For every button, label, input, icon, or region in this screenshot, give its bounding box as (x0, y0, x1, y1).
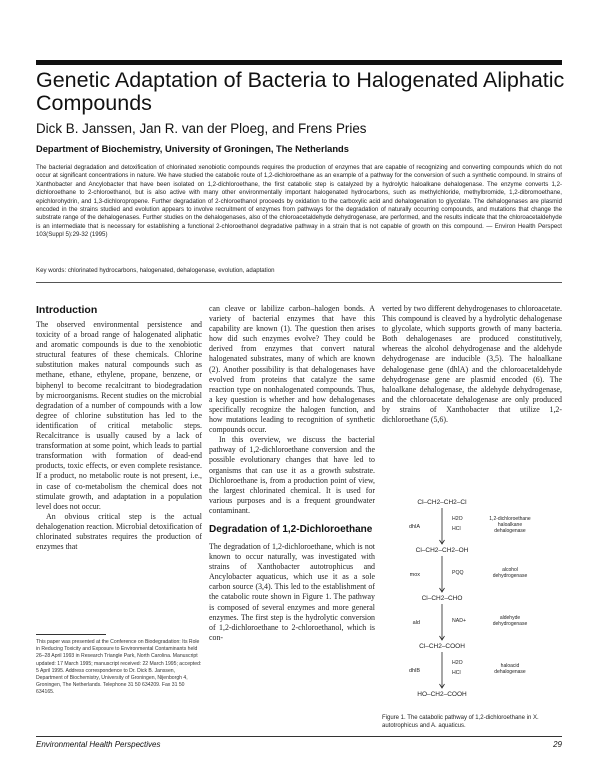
intro-paragraph-1: The observed environmental persistence and toxicity of a broad range of halogenated aliphatic and aromatic compounds is due to the xenobiotic structural features of these chemicals. Chlorine substitution makes natural compounds such as methane, ethane, ethylene, propane, benzene, or biphenyl to become recalcitrant to biodegradation by microorganisms. Recent studies on the microbial degradation of a number of compounds with a low degree of chlorine substitution has led to the identification of critical metabolic steps. Recalcitrance is usually caused by a lack of transformation at some point, which leads to partial transformation with formation of dead-end products, toxic effects, or even complete resistance. If a product, no metabolic route is not present, i.e., in case of co-metabolism the chemical does not stimulate growth, and adaptation in a population level does not occur. (36, 320, 202, 511)
figure-enzyme-label: 1,2-dichloroethane haloalkane dehalogenase (489, 516, 531, 534)
figure-compound: Cl–CH2–CHO (421, 595, 463, 602)
figure-gene-label: ald (412, 620, 420, 626)
figure-enzyme-label: aldehyde dehydrogenase (492, 615, 528, 627)
intro-paragraph-2: An obvious critical step is the actual dehalogenation reaction. Microbial detoxification of chlorinated substrates requires the production of enzymes that (36, 511, 202, 552)
figure-side-input: H2O (452, 660, 463, 666)
paper-authors: Dick B. Janssen, Jan R. van der Ploeg, and Frens Pries (36, 121, 367, 136)
intro-paragraph-4: In this overview, we discuss the bacterial pathway of 1,2-dichloroethane conversion and the possible evolutionary changes that have led to organisms that can use it as a growth substrate. Dichloroethane is, from a production point of view, the largest chlorinated chemical. It is used for various purposes and is a frequent groundwater contaminant. (209, 435, 375, 515)
degradation-paragraph-2: verted by two different dehydrogenases to chloroacetate. This compound is cleaved by a hydrolytic dehalogenase to glycolate, which supports growth of many bacteria. Both dehalogenases are produced constitutively, whereas the alcohol dehydrogenase and the aldehyde dehydrogenase are inducible (3,5). The haloalkane dehalogenase gene (dhlA) and the chloroacetaldehyde dehydrogenase gene are plasmid encoded (6). The haloalkane dehalogenase, the aldehyde dehydrogenase, and the chloroacetate dehalogenase are only produced by strains of Xanthobacter that utilize 1,2-dichloroethane (5,6). (382, 304, 562, 425)
paper-abstract: The bacterial degradation and detoxification of chlorinated xenobiotic compounds requires the production of enzymes that are capable of recognizing and converting compounds which do not occur at significant concentrations in nature. We have studied the catabolic route of 1,2-dichloroethane as an example of a pathway for the conversion of such a synthetic compound. In strains of Xanthobacter and Ancylobacter that have been isolated on 1,2-dichloroethane, the first catabolic step is catalyzed by a hydrolytic haloalkane dehalogenase. The enzyme converts 1,2-dichloroethane to 2-chloroethanol, but is also active with many other environmentally important halogenated hydrocarbons, such as methylchloride, methylbromide, 1,2-dibromoethane, epichlorohydrin, and 1,3-dichloropropene. Further degradation of 2-chloroethanol proceeds by oxidation to the carboxylic acid and dehalogenation to glycolate. The dehalogenases are plasmid encoded in the strains studied and evolution appears to involve recruitment of enzymes from pathways for the degradation of naturally occurring compounds, and mutations that change the substrate range of the dehalogenases. Further studies on the dehalogenases, also of the chloroacetaldehyde dehydrogenase, are performed, and the results indicate that the chloroacetaldehyde is an intermediate that is necessary for establishing a functional 2-chloroethanol degradative pathway in a strain that is not capable of growth on this compound. — Environ Health Perspect 103(Suppl 5):29-32 (1995) (36, 164, 562, 239)
footnote: This paper was presented at the Conference on Biodegradation: Its Role in Reducing Toxicity and Exposure to Environmental Contaminants held 26–28 April 1993 in Research Triangle Park, North Carolina. Manuscript updated: 17 March 1995; manuscript received: 22 March 1995; accepted: 5 April 1995. Address correspondence to Dr. Dick B. Janssen, Department of Biochemistry, University of Groningen, Nijenborgh 4, Groningen, The Netherlands. Telephone 31 50 634209. Fax 31 50 634165. (36, 639, 202, 696)
figure-side-input: HCl (452, 670, 461, 676)
figure-side-input: HCl (452, 526, 461, 532)
figure-side-input: NAD+ (452, 618, 466, 624)
figure-compound: Cl–CH2–COOH (419, 643, 465, 650)
figure-compound: Cl–CH2–CH2–OH (415, 547, 469, 554)
figure-side-input: H2O (452, 516, 463, 522)
section-rule (36, 282, 562, 283)
top-rule (36, 60, 562, 65)
intro-paragraph-3: can cleave or labilize carbon–halogen bonds. A variety of bacterial enzymes that have this capability are known (1). The question then arises how did such enzymes evolve? They could be derived from enzymes that convert natural halogenated substrates, many of which are known (2). Another possibility is that dehalogenases have evolved from proteins that catalyze the same reaction type on nonhalogenated compounds. Thus, a key question is whether and how dehalogenases specifically recognize the halogen function, and how mutations leading to recognition of synthetic compounds occur. (209, 304, 375, 435)
column-3 (382, 304, 562, 425)
figure-side-input: PQQ (452, 570, 464, 576)
degradation-paragraph: The degradation of 1,2-dichloroethane, which is not known to occur naturally, was investigated with strains of Xanthobacter autotrophicus and Ancylobacter aquaticus, which use it as a sole carbon source (3,4). This led to the establishment of the catabolic route shown in Figure 1. The pathway is composed of several enzymes and more general enzymes. The first step is the hydrolytic conversion of 1,2-dichloroethane to 2-chloroethanol, which is con- (209, 541, 375, 642)
column-1 (36, 320, 202, 552)
degradation-heading: Degradation of 1,2-Dichloroethane (209, 523, 373, 535)
figure-gene-label: mox (409, 572, 420, 578)
figure-gene-label: dhlA (408, 524, 420, 530)
paper-keywords: Key words: chlorinated hydrocarbons, halogenated, dehalogenase, evolution, adaptation (36, 267, 275, 274)
intro-heading: Introduction (36, 304, 98, 316)
figure-gene-label: dhlB (408, 668, 420, 674)
footnote-rule (36, 634, 106, 635)
figure-compound: Cl–CH2–CH2–Cl (417, 499, 467, 506)
figure-enzyme-label: haloacid dehalogenase (494, 663, 526, 675)
pathway-figure (382, 492, 562, 710)
figure-enzyme-label: alcohol dehydrogenase (492, 567, 528, 579)
figure-compound: HO–CH2–COOH (417, 691, 467, 698)
paper-affiliation: Department of Biochemistry, University of Groningen, The Netherlands (36, 144, 349, 154)
bottom-rule (36, 736, 562, 737)
paper-title: Genetic Adaptation of Bacteria to Halogenated Aliphatic Compounds (36, 68, 565, 115)
figure-caption: Figure 1. The catabolic pathway of 1,2-dichloroethane in X. autotrophicus and A. aquaticus. (382, 715, 539, 729)
page-number: 29 (553, 740, 562, 749)
journal-name: Environmental Health Perspectives (36, 740, 161, 749)
column-2 (209, 304, 375, 643)
